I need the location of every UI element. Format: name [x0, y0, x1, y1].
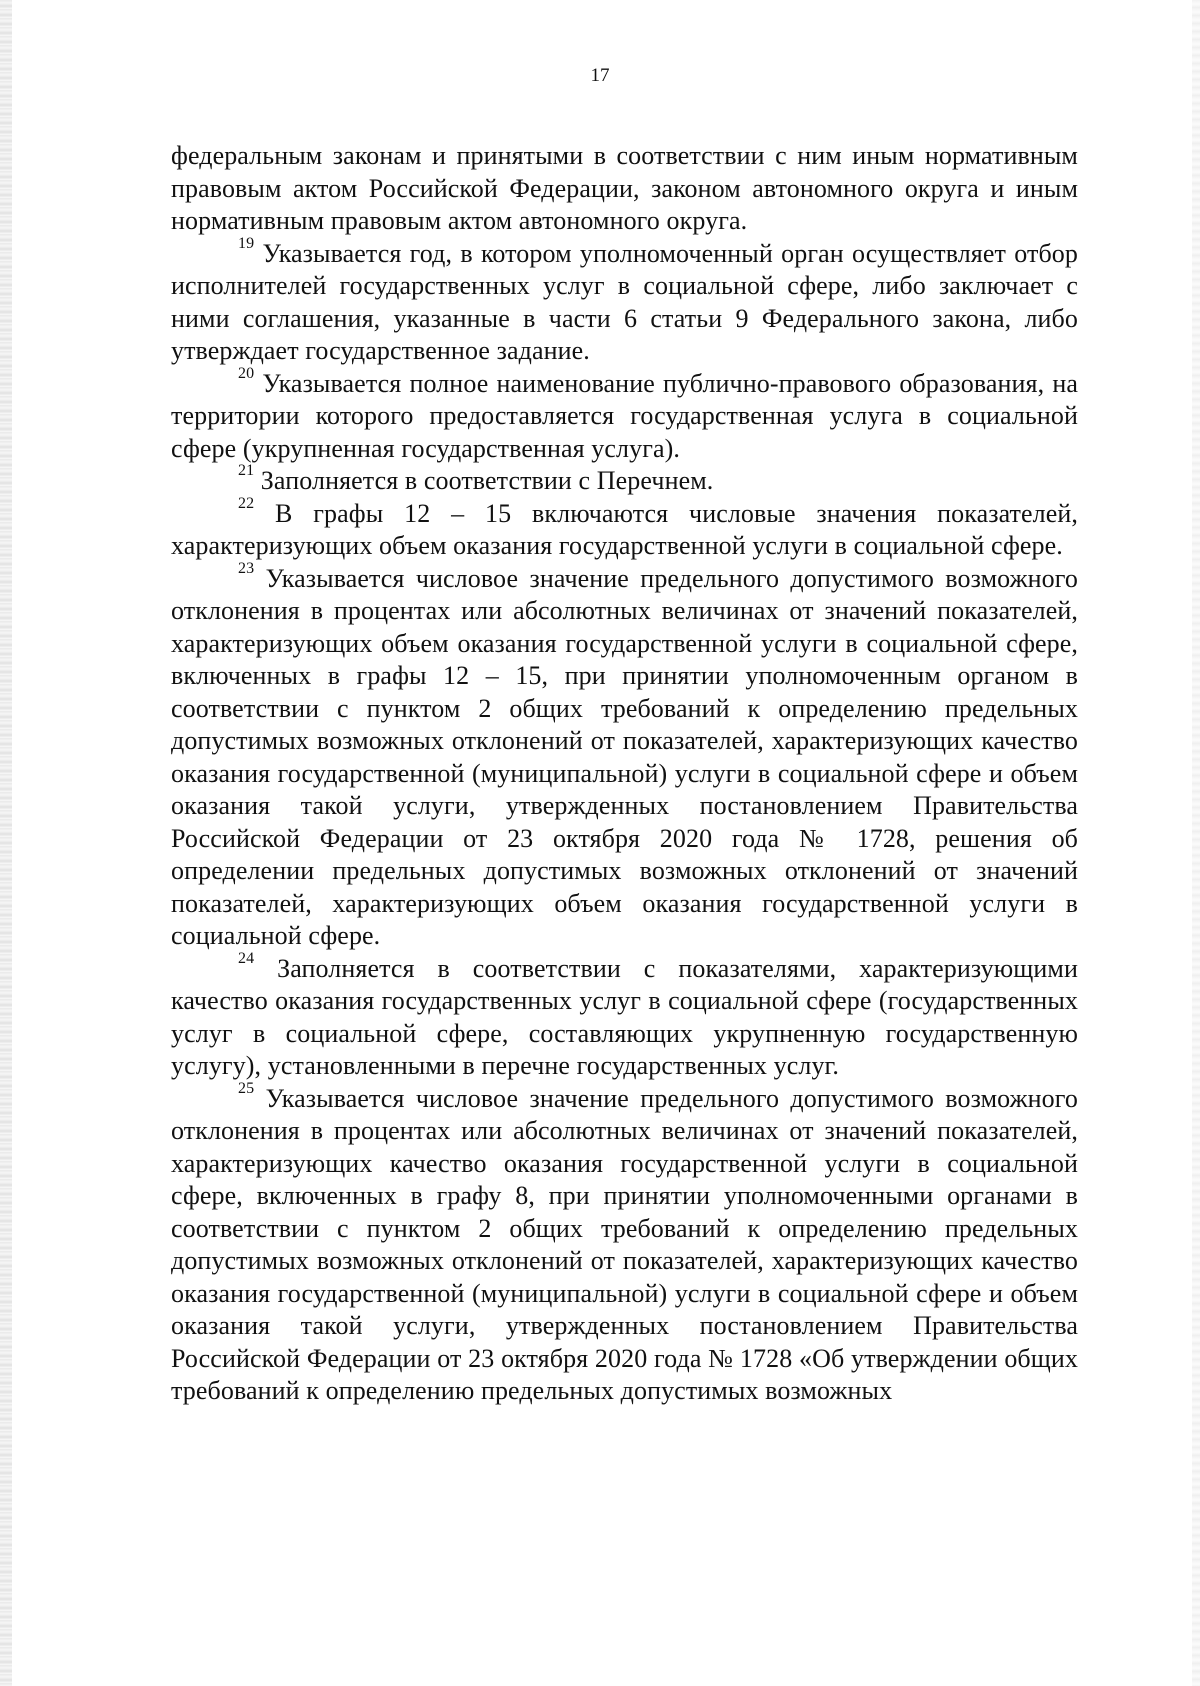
footnote-text: Указывается числовое значение предельного допустимого возможного отклонения в процентах или абсолютных величинах от значений показателей, характеризующих объем оказания государственной услуги в социальной сфере, включенных в графы 12 – 15, при принятии уполномоченным органом в соответствии с пунктом 2 общих требований к определению предельных допустимых возможных отклонений от показателей, характеризующих качество оказания государственной (муниципальной) услуги в социальной сфере и объем оказания такой услуги, утвержденных постановлением Правительства Российской Федерации от 23 октября 2020 года № 1728, решения об определении предельных допустимых возможных отклонений от значений показателей, характеризующих объем оказания государственной услуги в социальной сфере.: [171, 563, 1078, 950]
footnote-20: [171, 364, 1078, 466]
footnote-text: Заполняется в соответствии с показателями, характеризующими качество оказания государственных услуг в социальной сфере (государственных услуг в социальной сфере, составляющих укрупненную государственную услугу), установленными в перечне государственных услуг.: [171, 953, 1078, 1080]
footnote-text: Указывается полное наименование публично-правового образования, на территории которого предоставляется государственная услуга в социальной сфере (укрупненная государственная услуга).: [171, 368, 1078, 463]
document-body: [171, 140, 1078, 1408]
page-number: 17: [590, 65, 610, 86]
footnote-marker: 22: [238, 494, 255, 512]
paragraph-text: федеральным законам и принятыми в соответствии с ним иным нормативным правовым актом Российской Федерации, законом автономного округа и иным нормативным правовым актом автономного округа.: [171, 141, 1078, 235]
footnote-text: Указывается числовое значение предельного допустимого возможного отклонения в процентах или абсолютных величинах от значений показателей, характеризующих качество оказания государственной услуги в социальной сфере, включенных в графу 8, при принятии уполномоченными органами в соответствии с пунктом 2 общих требований к определению предельных допустимых возможных отклонений от показателей, характеризующих качество оказания государственной (муниципальной) услуги в социальной сфере и объем оказания такой услуги, утвержденных постановлением Правительства Российской Федерации от 23 октября 2020 года № 1728 «Об утверждении общих требований к определению предельных допустимых возможных: [171, 1083, 1078, 1405]
footnote-25: [171, 1079, 1078, 1408]
footnote-23: [171, 559, 1078, 953]
footnote-19: [171, 234, 1078, 368]
footnote-marker: 20: [238, 364, 255, 382]
footnote-21: [171, 462, 1078, 498]
footnote-marker: 19: [238, 234, 255, 252]
scan-edge-left: [0, 0, 12, 1686]
footnote-text: Заполняется в соответствии с Перечнем.: [254, 466, 714, 495]
footnote-text: В графы 12 – 15 включаются числовые значения показателей, характеризующих объем оказания государственной услуги в социальной сфере.: [171, 498, 1078, 560]
paragraph-continuation: [171, 140, 1078, 238]
footnote-text: Указывается год, в котором уполномоченный орган осуществляет отбор исполнителей государственных услуг в социальной сфере, либо заключает с ними соглашения, указанные в части 6 статьи 9 Федерального закона, либо утверждает государственное задание.: [171, 238, 1078, 365]
footnote-marker: 21: [238, 462, 255, 480]
footnote-24: [171, 949, 1078, 1083]
footnote-22: [171, 494, 1078, 563]
footnote-marker: 23: [238, 559, 255, 577]
scan-edge-right: [1192, 0, 1200, 1686]
footnote-marker: 24: [238, 949, 255, 967]
footnote-marker: 25: [238, 1079, 255, 1097]
